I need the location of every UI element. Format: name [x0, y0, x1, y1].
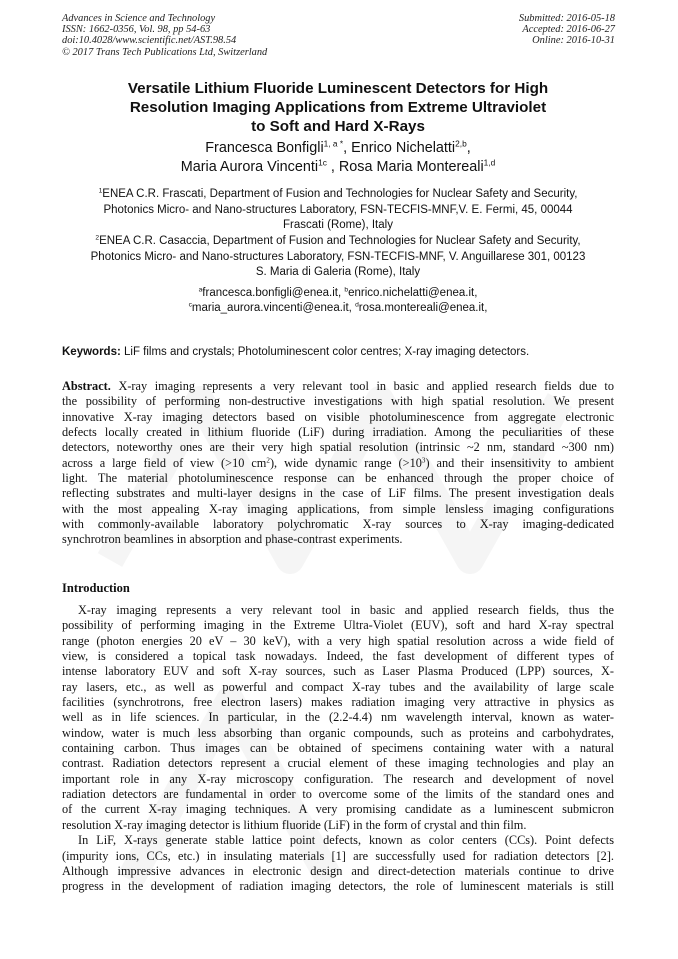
email-link[interactable]: francesca.bonfigli@enea.it,	[202, 287, 345, 299]
author-separator: ,	[343, 140, 352, 156]
email-marker: a	[198, 286, 203, 294]
body-line: of the current X-ray imaging techniques. A very promising candidate as a luminescent submicron	[62, 802, 614, 817]
email-link[interactable]: maria_aurora.vincenti@enea.it,	[191, 302, 356, 315]
email-marker: d	[355, 301, 359, 309]
abstract-text: ), wide dynamic range (>10	[269, 455, 422, 470]
abstract-line: reflecting substrates and multi-layer designs in the case of LiF films. The present investigation deals	[62, 486, 614, 501]
submitted-date: Submitted: 2016-05-18	[518, 13, 615, 24]
author-name: Rosa Maria Montereali	[338, 159, 484, 175]
affiliation-line: Frascati (Rome), Italy	[283, 219, 393, 232]
body-line: range (photon energies 20 eV – 30 keV), with a very high spatial resolution across a wide field of	[62, 633, 614, 648]
body-line: intense laboratory EUV and soft X-ray sources, such as Laser Plasma Produced (LPP) sources, X-	[62, 664, 614, 679]
author-affiliation-marker: 1c	[318, 157, 327, 168]
section-heading-introduction: Introduction	[62, 581, 130, 595]
abstract-text: X-ray imaging represents a very relevant tool in basic and applied research fields due to	[110, 379, 614, 393]
author-affiliation-marker: 1,d	[483, 157, 496, 168]
body-line: X-ray imaging represents a very relevant tool in basic and applied research fields, thus the	[78, 603, 614, 617]
author-name: Enrico Nichelatti	[351, 140, 456, 156]
body-line: contrast. Radiation detectors represent a crucial element of these imaging technologies and play an	[62, 756, 614, 771]
journal-copyright: © 2017 Trans Tech Publications Ltd, Switzerland	[62, 46, 268, 58]
author-name: Francesca Bonfigli	[205, 140, 324, 156]
keywords-label: Keywords:	[62, 346, 121, 358]
affiliation-line: S. Maria di Galeria (Rome), Italy	[255, 266, 421, 279]
paper-title	[62, 79, 614, 136]
affiliation-marker: 1	[98, 187, 103, 195]
affiliation-line: ENEA C.R. Frascati, Department of Fusion and Technologies for Nuclear Safety and Security,	[102, 188, 578, 200]
online-date: Online: 2016-10-31	[532, 35, 615, 47]
abstract-label: Abstract.	[62, 379, 111, 393]
affiliation-1	[62, 187, 614, 234]
author-affiliation-marker: 1, a *	[323, 138, 344, 149]
keywords	[62, 345, 614, 360]
introduction-body	[62, 603, 614, 895]
author-separator: ,	[326, 159, 339, 175]
body-line: In LiF, X-rays generate stable lattice point defects, known as color centers (CCs). Point defects	[78, 833, 614, 848]
author-affiliation-marker: 2,b	[455, 138, 467, 149]
body-line: facilities (synchrotrons, free electron lasers) makes radiation imaging very attractive in physics as	[62, 695, 614, 710]
abstract-line: with the most appealing X-ray imaging applications, from simple lensless imaging configurations	[62, 501, 614, 516]
body-line: ray lasers, etc., as well as powerful and compact X-ray tubes and the availability of large scale	[62, 679, 614, 694]
abstract-line: detectors, noteworthy ones are their very high spatial resolution (intrinsic ~2 nm, standard ~300 nm)	[62, 440, 614, 455]
abstract-text: across a large field of view (>10 cm	[62, 455, 267, 470]
affiliation-line: Photonics Micro- and Nano-structures Laboratory, FSN-TECFIS-MNF, V. Anguillarese 301, 00123	[90, 250, 586, 263]
abstract-line: light. The material photoluminescence response can be enhanced through the proper choice of	[62, 471, 614, 486]
body-line: view, is considered a topical task nowadays. Indeed, the fast development of different types of	[62, 649, 614, 664]
keywords-text: LiF films and crystals; Photoluminescent color centres; X-ray imaging detectors.	[120, 346, 530, 358]
body-line: important role in any X-ray microscopy configuration. The research and development of novel	[62, 771, 614, 786]
email-marker: b	[344, 286, 349, 294]
abstract-line: with commonly-available laboratory polychromatic X-ray sources to X-ray imaging-dedicated	[62, 517, 614, 532]
author-emails	[62, 286, 614, 316]
abstract-text: ) and their insensitivity to ambient	[425, 455, 614, 470]
email-marker: c	[188, 301, 192, 309]
affiliation-marker: 2	[95, 234, 100, 242]
abstract-line: synchrotron beamlines in absorption and phase-contrast experiments.	[62, 532, 403, 547]
journal-issn: ISSN: 1662-0356, Vol. 98, pp 54-63	[62, 24, 211, 36]
title-line: Resolution Imaging Applications from Extreme Ultraviolet	[129, 99, 547, 116]
body-line: (impurity ions, CCs, etc.) in insulating materials [1] are successfully used for radiation detectors [2].	[62, 848, 614, 863]
journal-name: Advances in Science and Technology	[62, 13, 216, 24]
email-link[interactable]: enrico.nichelatti@enea.it,	[348, 287, 478, 299]
body-line: window, water is much less absorbing than organic compounds, such as proteins and carbohydrates,	[62, 725, 614, 740]
author-separator: ,	[466, 140, 471, 156]
superscript: 3	[421, 456, 426, 465]
abstract-line: innovative X-ray imaging detectors based on visible photoluminescence from aggregate electronic	[62, 409, 614, 424]
affiliation-line: Photonics Micro- and Nano-structures Laboratory, FSN-TECFIS-MNF,V. E. Fermi, 45, 00044	[103, 203, 573, 216]
title-line: Versatile Lithium Fluoride Luminescent Detectors for High	[127, 80, 549, 97]
body-line: resolution X-ray imaging detector is lithium fluoride (LiF) in the form of crystal and thin film.	[62, 817, 527, 832]
author-name: Maria Aurora Vincenti	[180, 159, 319, 175]
title-line: to Soft and Hard X-Rays	[251, 118, 425, 135]
abstract-line	[62, 379, 614, 394]
body-line: radiation detectors are fundamental in order to overcome some of the limits of the standard ones and	[62, 787, 614, 802]
journal-doi: doi:10.4028/www.scientific.net/AST.98.54	[62, 35, 237, 47]
dates-header	[519, 13, 615, 47]
body-line: Although impressive advances in electronic design and direct-detection materials continue to drive	[62, 863, 614, 878]
abstract-line: defects locally created in lithium fluoride (LiF) during irradiation. Among the peculiarities of these	[62, 425, 614, 440]
author-list	[62, 139, 614, 177]
affiliation-line: ENEA C.R. Casaccia, Department of Fusion and Technologies for Nuclear Safety and Security,	[99, 235, 581, 247]
abstract-line	[62, 456, 614, 471]
body-line: well as in life sciences. In particular, in the (2.2-4.4) nm wavelength interval, known as water-	[62, 710, 614, 725]
affiliation-2	[62, 234, 614, 281]
body-line: progress in the development of radiation imaging detectors, the role of luminescent materials is still	[62, 879, 614, 894]
superscript: 2	[266, 456, 270, 465]
journal-info-header	[62, 13, 267, 58]
email-link[interactable]: rosa.montereali@enea.it,	[358, 302, 488, 315]
body-line: containing carbon. Thus images can be obtained of specimens containing water with a natural	[62, 741, 614, 756]
body-line: possibility of performing imaging in the Extreme Ultra-Violet (EUV), soft and hard X-ray spectral	[62, 618, 614, 633]
abstract	[62, 379, 614, 548]
accepted-date: Accepted: 2016-06-27	[522, 24, 615, 36]
abstract-line: the possibility of performing non-destructive investigations with high spatial resolution. We present	[62, 394, 614, 409]
